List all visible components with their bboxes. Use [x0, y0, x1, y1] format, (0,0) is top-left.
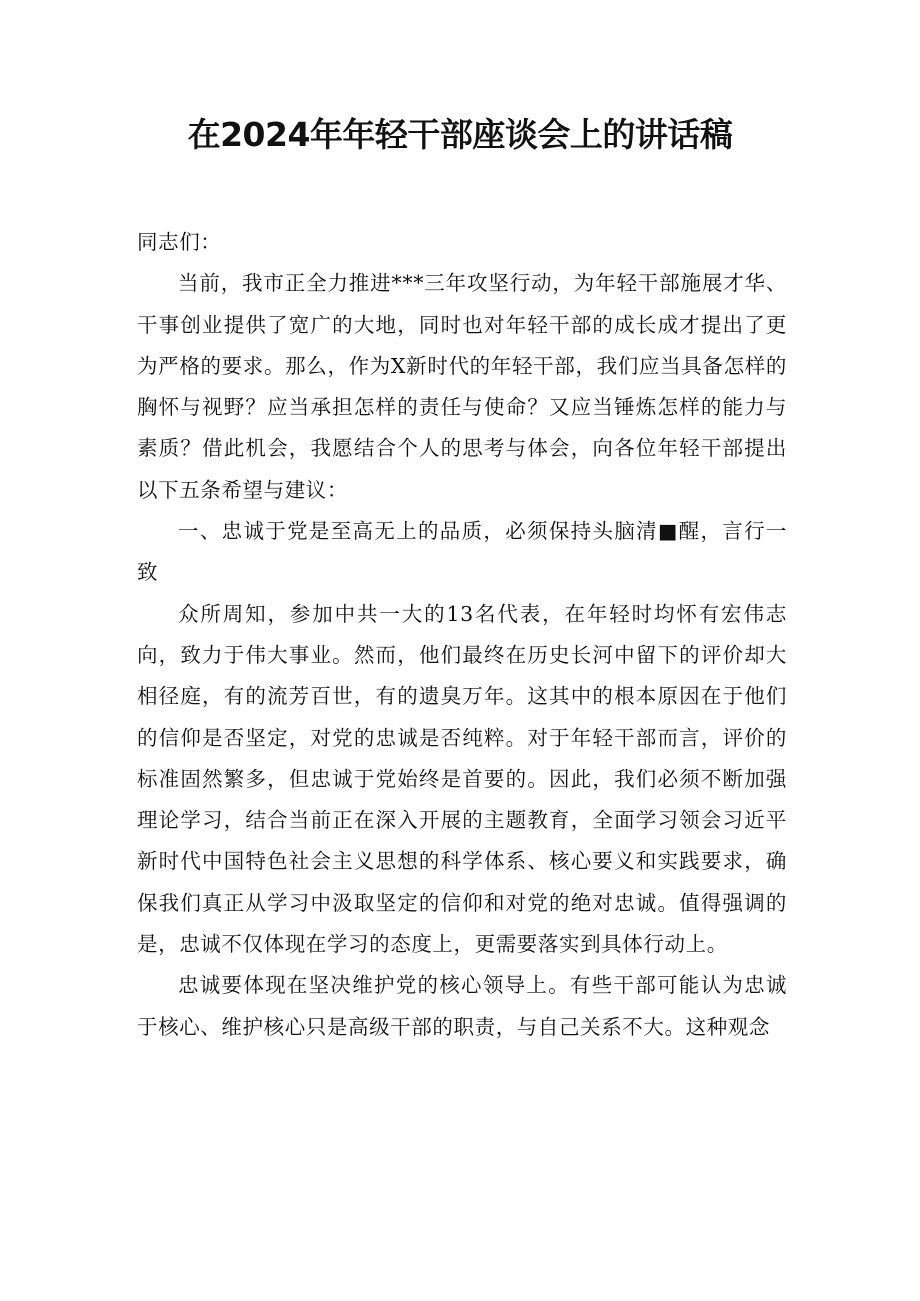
section-heading-1: 一、忠诚于党是至高无上的品质，必须保持头脑清■醒，言行一致 — [137, 519, 787, 585]
document-title: 在2024年年轻干部座谈会上的讲话稿 — [187, 115, 733, 154]
paragraph-loyalty-history: 众所周知，参加中共一大的13名代表，在年轻时均怀有宏伟志向，致力于伟大事业。然而，他们最终在历史长河中留下的评价却大相径庭，有的流芳百世，有的遗臭万年。这其中的根本原因在于他们的信仰是否坚定，对党的忠诚是否纯粹。对于年轻干部而言，评价的标准固然繁多，但忠诚于党始终是首要的。因此，我们必须不断加强理论学习，结合当前正在深入开展的主题教育，全面学习领会习近平新时代中国特色社会主义思想的科学体系、核心要义和实践要求，确保我们真正从学习中汲取坚定的信仰和对党的绝对忠诚。值得强调的是，忠诚不仅体现在学习的态度上，更需要落实到具体行动上。 — [137, 601, 787, 957]
greeting: 同志们： — [137, 230, 222, 254]
document-body — [137, 222, 787, 1048]
paragraph-loyalty-core: 忠诚要体现在坚决维护党的核心领导上。有些干部可能认为忠诚于核心、维护核心只是高级干部的职责，与自己关系不大。这种观念 — [137, 973, 787, 1039]
paragraph-intro: 当前，我市正全力推进***三年攻坚行动，为年轻干部施展才华、干事创业提供了宽广的大地，同时也对年轻干部的成长成才提出了更为严格的要求。那么，作为X新时代的年轻干部，我们应当具备怎样的胸怀与视野？应当承担怎样的责任与使命？又应当锤炼怎样的能力与素质？借此机会，我愿结合个人的思考与体会，向各位年轻干部提出以下五条希望与建议： — [137, 271, 787, 502]
